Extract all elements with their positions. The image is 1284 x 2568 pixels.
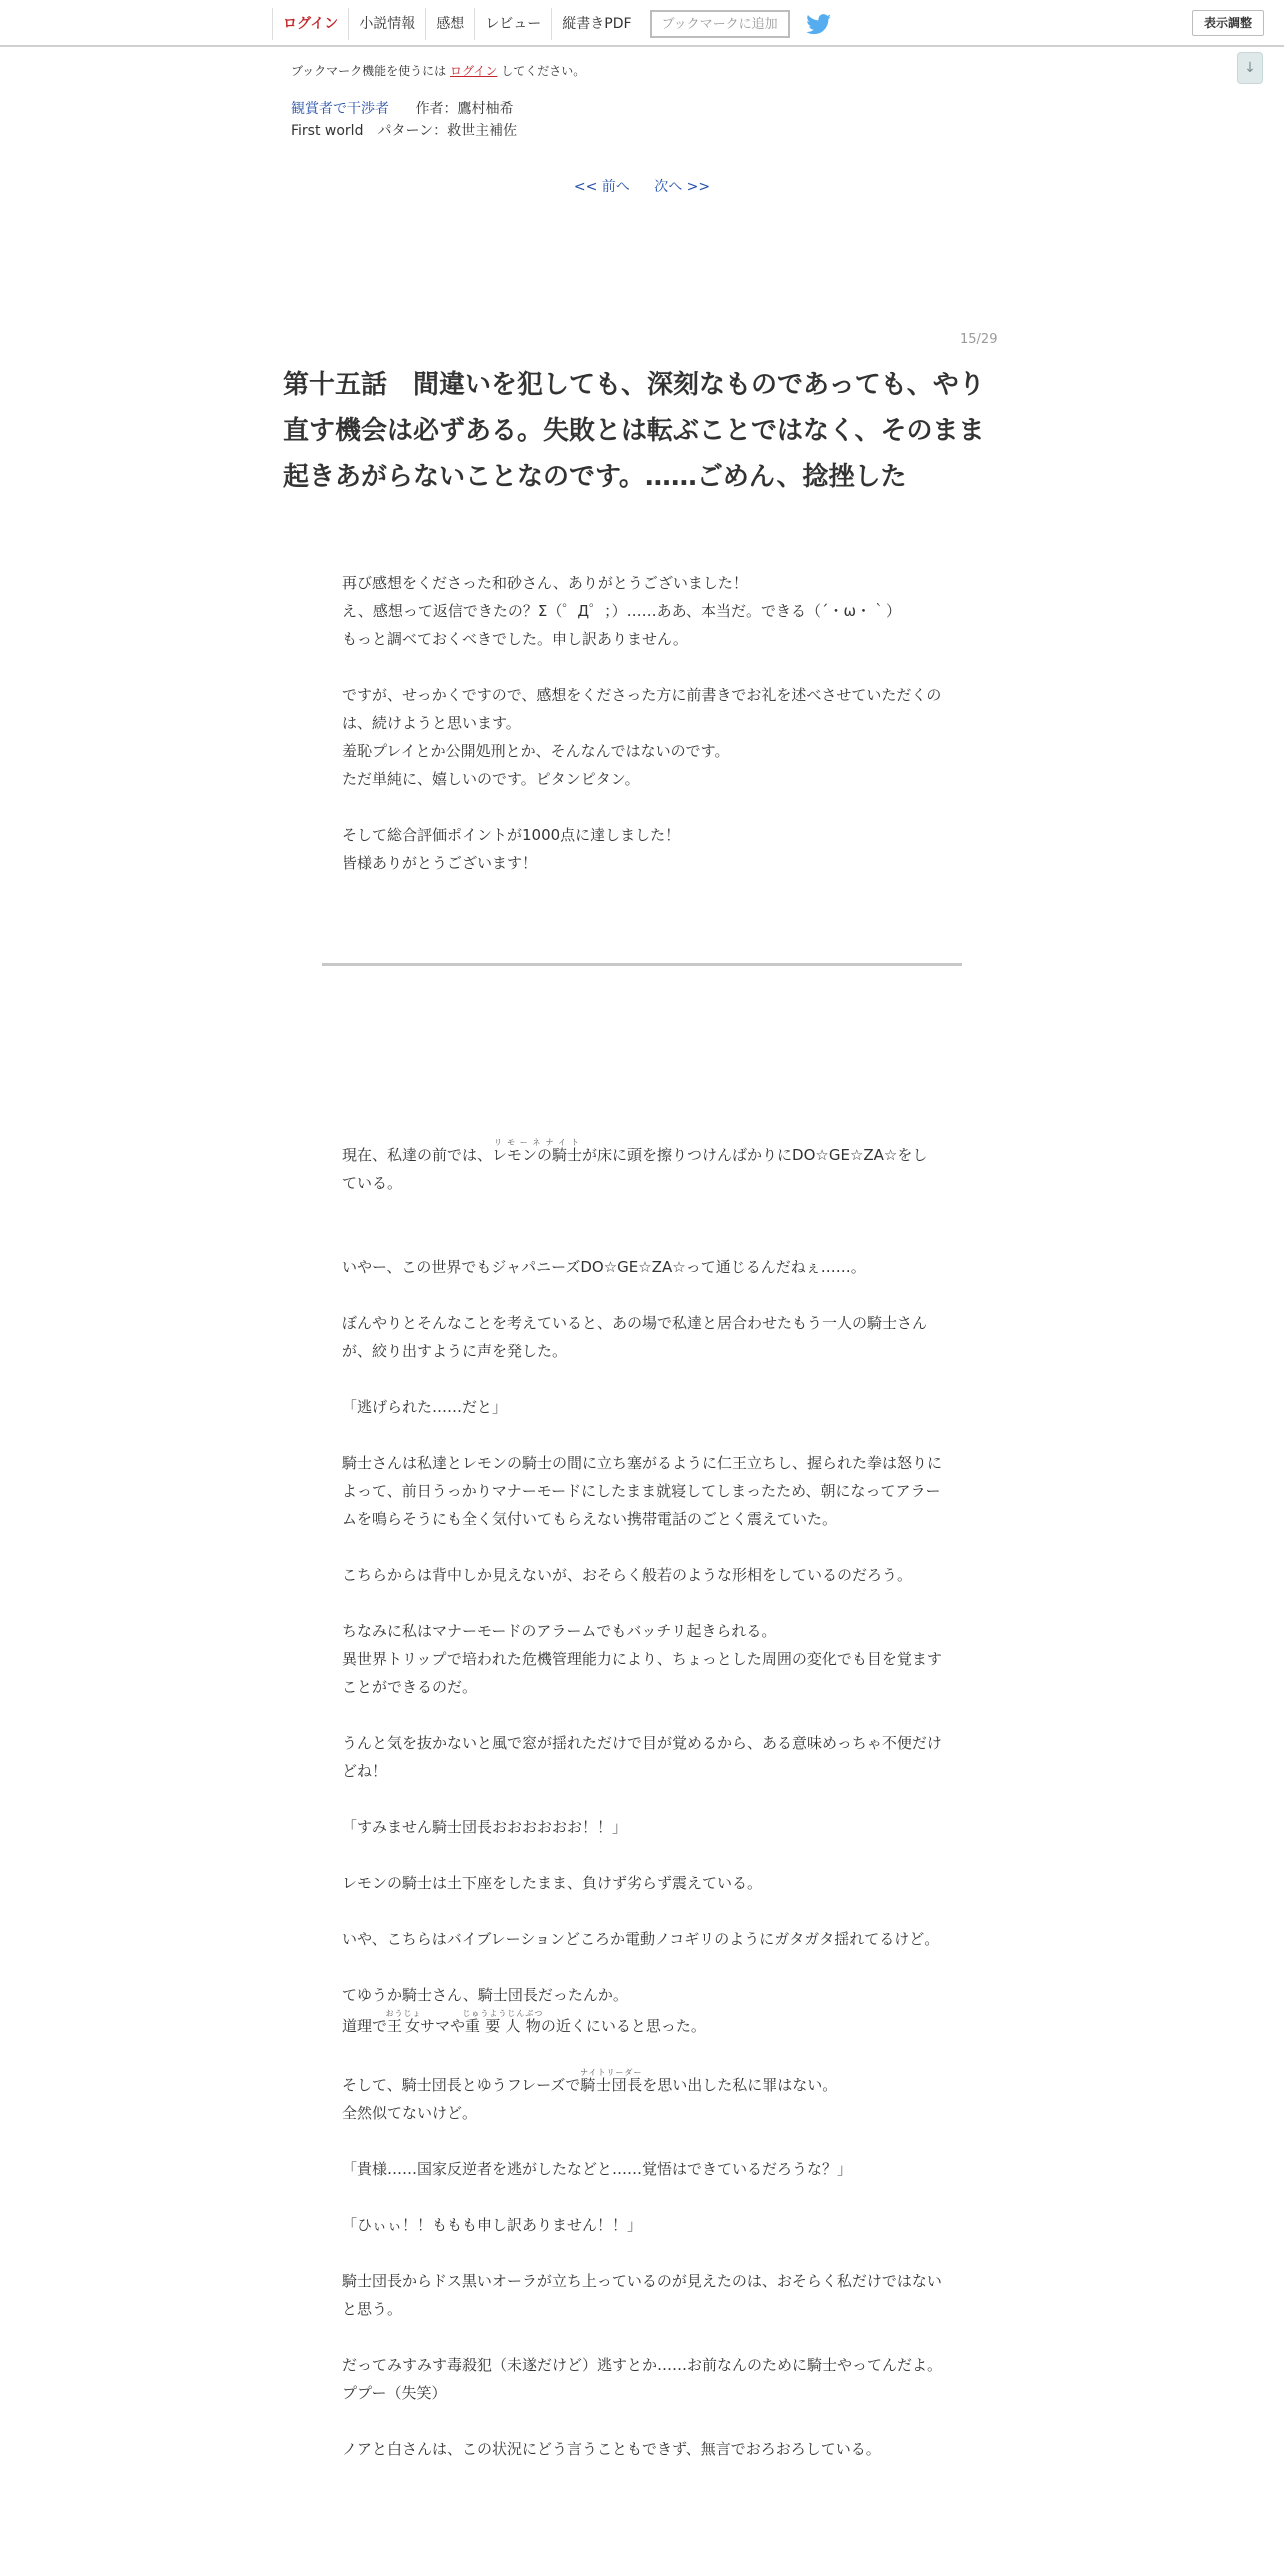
- preface-divider: [322, 963, 962, 966]
- add-bookmark-button[interactable]: ブックマークに追加: [650, 10, 790, 38]
- blank-line: [342, 1197, 942, 1225]
- chapter-body: [342, 1138, 942, 2463]
- blank-line: [342, 1785, 942, 1813]
- ruby-reading: じゅうようじんぶつ: [462, 2009, 544, 2018]
- body-paragraph: 騎士さんは私達とレモンの騎士の間に立ち塞がるように仁王立ちし、握られた拳は怒りによって、前日うっかりマナーモードにしたまま就寝してしまったため、朝になってアラームを鳴らそうにも全く気付いてもらえない携帯電話のごとく震えていた。: [342, 1454, 943, 1528]
- ruby-base: 騎士団長: [580, 2076, 643, 2094]
- blank-line: [342, 1365, 942, 1393]
- impressions-link[interactable]: 感想: [425, 8, 474, 40]
- ruby-text: [462, 2009, 544, 2035]
- next-chapter-link[interactable]: 次へ >>: [654, 179, 711, 195]
- body-paragraph: レモンの騎士は土下座をしたまま、負けず劣らず震えている。: [342, 1874, 763, 1892]
- body-paragraph: 騎士団長からドス黒いオーラが立ち上っているのが見えたのは、おそらく私だけではないと思う。: [342, 2272, 942, 2318]
- preface-line: え、感想って返信できたの？Σ（゜Д゜；）……ああ、本当だ。できる（´・ω・｀）: [342, 602, 902, 620]
- preface-line: もっと調べておくべきでした。申し訳ありません。: [342, 630, 688, 648]
- preface-line: 再び感想をくださった和砂さん、ありがとうございました！: [342, 574, 748, 592]
- chapter-navigation: [0, 176, 1284, 196]
- twitter-bird-icon[interactable]: [806, 12, 834, 36]
- ruby-base: レモンの騎士: [492, 1146, 583, 1164]
- body-text: 道理で: [342, 2017, 388, 2035]
- ruby-reading: リモーネナイト: [492, 1138, 583, 1147]
- body-paragraph: [342, 2068, 942, 2099]
- novel-meta: [291, 98, 517, 142]
- author-name: 作者：鷹村柚希: [415, 101, 514, 117]
- ruby-reading: おうじょ: [385, 2009, 422, 2018]
- main-nav: [272, 8, 834, 40]
- blank-line: [342, 1589, 942, 1617]
- blank-line: [342, 1701, 942, 1729]
- body-paragraph: 「ひぃぃ！！ももも申し訳ありません！！」: [342, 2216, 643, 2234]
- page-number: 15/29: [960, 332, 998, 347]
- blank-line: [342, 2183, 942, 2211]
- blank-line: [342, 1533, 942, 1561]
- body-text: の近くにいると思った。: [540, 2017, 706, 2035]
- body-text: 現在、私達の前では、: [342, 1146, 493, 1164]
- preface-line: [342, 793, 942, 821]
- body-paragraph: いや、こちらはバイブレーションどころか電動ノコギリのようにガタガタ揺れてるけど。: [342, 1930, 940, 1948]
- novel-subtitle: First world パターン：救世主補佐: [291, 123, 518, 139]
- ruby-text: [492, 1138, 583, 1164]
- body-paragraph: ちなみに私はマナーモードのアラームでもバッチリ起きられる。: [342, 1622, 777, 1640]
- bookmark-login-link[interactable]: ログイン: [450, 64, 498, 78]
- preface-line: 羞恥プレイとか公開処刑とか、そんなんではないのです。: [342, 742, 730, 760]
- display-settings-button[interactable]: 表示調整: [1192, 10, 1264, 36]
- blank-line: [342, 1421, 942, 1449]
- chapter-title: 第十五話 間違いを犯しても、深刻なものであっても、やり直す機会は必ずある。失敗とは転ぶことではなく、そのまま起きあがらないことなのです。……ごめん、捻挫した: [283, 370, 985, 492]
- blank-line: [342, 2127, 942, 2155]
- body-paragraph: ぼんやりとそんなことを考えていると、あの場で私達と居合わせたもう一人の騎士さんが、絞り出すように声を発した。: [342, 1314, 928, 1360]
- body-paragraph: 異世界トリップで培われた危機管理能力により、ちょっとした周囲の変化でも目を覚ますことができるのだ。: [342, 1650, 942, 1696]
- blank-line: [342, 2323, 942, 2351]
- body-paragraph: [342, 1138, 942, 1197]
- preface-line: [342, 653, 942, 681]
- body-text: が床に頭を擦りつけんばかりにDO☆GE☆ZA☆をしている。: [342, 1146, 928, 1192]
- body-paragraph: うんと気を抜かないと風で窓が揺れただけで目が覚めるから、ある意味めっちゃ不便だけどね！: [342, 1734, 942, 1780]
- preface-line: 皆様ありがとうございます！: [342, 854, 538, 872]
- body-text: を思い出した私に罪はない。: [642, 2076, 838, 2094]
- blank-line: [342, 1841, 942, 1869]
- bookmark-login-notice: [291, 62, 585, 79]
- down-arrow-icon[interactable]: ↓: [1237, 52, 1263, 84]
- body-paragraph: ノアと白さんは、この状況にどう言うこともできず、無言でおろおろしている。: [342, 2440, 881, 2458]
- review-link[interactable]: レビュー: [474, 8, 551, 40]
- preface-line: ただ単純に、嬉しいのです。ピタンピタン。: [342, 770, 640, 788]
- body-text: そして、騎士団長とゆうフレーズで: [342, 2076, 581, 2094]
- body-paragraph: 全然似てないけど。: [342, 2104, 478, 2122]
- body-paragraph: 「貴様……国家反逆者を逃がしたなどと……覚悟はできているだろうな？」: [342, 2160, 853, 2178]
- ruby-base: 重要人物: [462, 2017, 544, 2035]
- bookmark-notice-text: ブックマーク機能を使うには: [291, 64, 447, 78]
- body-paragraph: 「逃げられた……だと」: [342, 1398, 508, 1416]
- login-link[interactable]: ログイン: [272, 8, 348, 40]
- body-paragraph: こちらからは背中しか見えないが、おそらく般若のような形相をしているのだろう。: [342, 1566, 913, 1584]
- blank-line: [342, 1281, 942, 1309]
- body-text: サマや: [420, 2017, 466, 2035]
- blank-line: [342, 1225, 942, 1253]
- body-paragraph: [342, 2009, 942, 2040]
- ruby-text: [385, 2009, 422, 2035]
- ruby-base: 王女: [385, 2017, 422, 2035]
- blank-line: [342, 1897, 942, 1925]
- body-paragraph: いやー、この世界でもジャパニーズDO☆GE☆ZA☆って通じるんだねぇ……。: [342, 1258, 866, 1276]
- body-paragraph: てゆうか騎士さん、騎士団長だったんか。: [342, 1986, 628, 2004]
- top-navigation-bar: [0, 0, 1284, 47]
- ruby-text: [580, 2068, 643, 2094]
- ruby-reading: ナイトリーダー: [580, 2068, 643, 2077]
- preface-line: そして総合評価ポイントが1000点に達しました！: [342, 826, 681, 844]
- blank-line: [342, 2040, 942, 2068]
- prev-chapter-link[interactable]: << 前へ: [573, 179, 630, 195]
- preface-line: ですが、せっかくですので、感想をくださった方に前書きでお礼を述べさせていただくのは、続けようと思います。: [342, 686, 942, 732]
- novel-info-link[interactable]: 小説情報: [348, 8, 425, 40]
- blank-line: [342, 1953, 942, 1981]
- preface: [342, 569, 942, 877]
- vertical-pdf-link[interactable]: 縦書きPDF: [551, 8, 641, 40]
- body-paragraph: だってみすみす毒殺犯（未遂だけど）逃すとか……お前なんのために騎士やってんだよ。ププー（失笑）: [342, 2356, 943, 2402]
- series-title-link[interactable]: 観賞者で干渉者: [291, 101, 389, 117]
- bookmark-notice-text-end: してください。: [501, 64, 586, 78]
- blank-line: [342, 2407, 942, 2435]
- body-paragraph: 「すみません騎士団長おおおおおお！！」: [342, 1818, 628, 1836]
- blank-line: [342, 2239, 942, 2267]
